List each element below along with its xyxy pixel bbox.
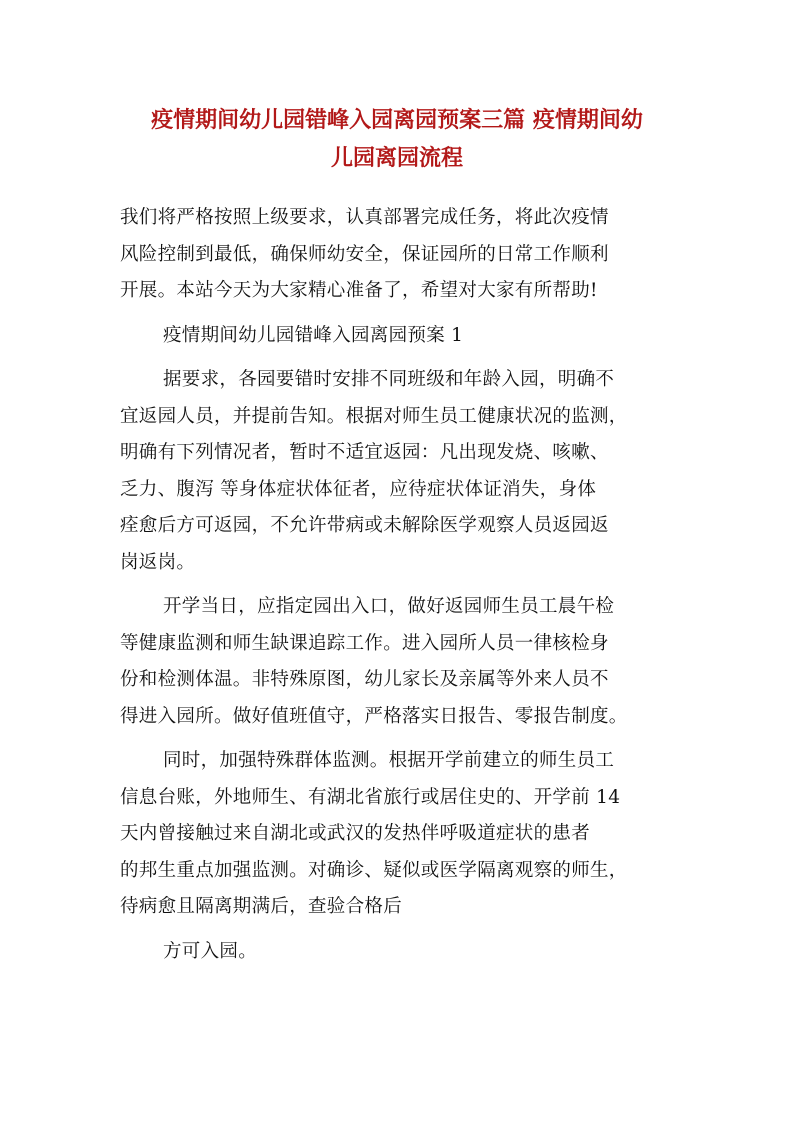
- section-heading-text: 疫情期间幼儿园错峰入园离园预案 1: [163, 324, 464, 346]
- para2-line-3: 份和检测体温。非特殊原图，幼儿家长及亲属等外来人员不: [120, 669, 609, 690]
- intro-line-1: 我们将严格按照上级要求，认真部署完成任务，将此次疫情: [120, 207, 609, 228]
- para1-line-1: 据要求，各园要错时安排不同班级和年龄入园，明确不: [163, 369, 615, 390]
- para1-line-3: 明确有下列情况者，暂时不适宜返园：凡出现发烧、咳嗽、: [120, 442, 609, 463]
- intro-line-2: 风险控制到最低，确保师幼安全，保证园所的日常工作顺利: [120, 243, 609, 265]
- para1-line-6: 岗返岗。: [120, 551, 196, 573]
- paragraph-2: [120, 589, 674, 735]
- paragraph-3: [120, 743, 674, 926]
- intro-paragraph: [120, 200, 674, 310]
- para1-line-2: 宜返园人员，并提前告知。根据对师生员工健康状况的监测，: [120, 405, 628, 427]
- document-title: [120, 0, 674, 177]
- para1-line-4: 乏力、腹泻 等身体症状体征者，应待症状体证消失，身体: [120, 478, 597, 500]
- para2-line-4: 得进入园所。做好值班值守，严格落实日报告、零报告制度。: [120, 705, 628, 727]
- para2-line-2: 等健康监测和师生缺课追踪工作。进入园所人员一律核检身: [120, 632, 609, 654]
- para3-line-2: 信息台账，外地师生、有湖北省旅行或居住史的、开学前 14: [120, 786, 621, 808]
- paragraph-4: [120, 934, 674, 971]
- para3-line-3: 天内曾接触过来自湖北或武汉的发热伴呼吸道症状的患者: [120, 823, 591, 844]
- para3-line-1: 同时，加强特殊群体监测。根据开学前建立的师生员工: [163, 750, 615, 771]
- title-line-1: 疫情期间幼儿园错峰入园离园预案三篇 疫情期间幼: [151, 107, 643, 133]
- para2-line-1: 开学当日，应指定园出入口，做好返园师生员工晨午检: [163, 596, 615, 617]
- para4-line-1: 方可入园。: [163, 940, 258, 962]
- intro-line-3: 开展。本站今天为大家精心准备了，希望对大家有所帮助!: [120, 280, 598, 301]
- para3-line-4: 的邦生重点加强监测。对确诊、疑似或医学隔离观察的师生，: [120, 859, 628, 881]
- section-heading: [120, 318, 674, 355]
- paragraph-1: [120, 362, 674, 581]
- para1-line-5: 痊愈后方可返园，不允许带病或未解除医学观察人员返园返: [120, 515, 609, 536]
- document-body: [120, 200, 674, 970]
- para3-line-5: 待病愈且隔离期满后，查验合格后: [120, 896, 403, 917]
- title-line-2: 儿园离园流程: [330, 145, 463, 171]
